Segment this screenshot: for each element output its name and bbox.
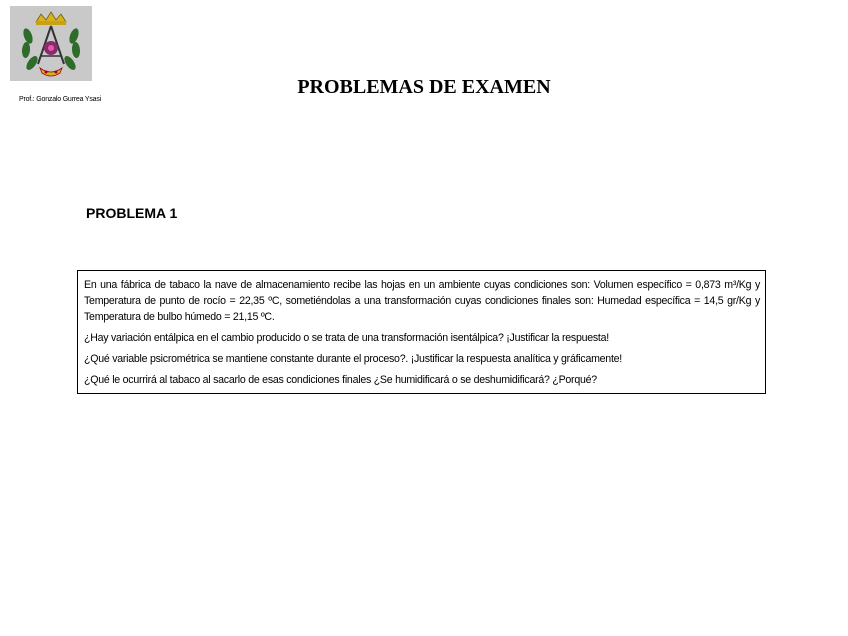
university-crest-icon xyxy=(10,6,92,81)
university-crest-logo xyxy=(10,6,92,81)
problem-statement-box xyxy=(77,270,766,394)
author-name: Prof.: Gonzalo Gurrea Ysasi xyxy=(19,96,102,103)
page-title: PROBLEMAS DE EXAMEN xyxy=(297,76,551,98)
question-2: ¿Qué variable psicrométrica se mantiene constante durante el proceso?. ¡Justificar la respuesta analítica y gráficamente! xyxy=(84,353,622,365)
question-1: ¿Hay variación entálpica en el cambio producido o se trata de una transformación isentálpica? ¡Justificar la respuesta! xyxy=(84,332,609,344)
problem-statement: En una fábrica de tabaco la nave de almacenamiento recibe las hojas en un ambiente cuyas condiciones son: Volumen específico = 0,873 m³/Kg y Temperatura de punto de rocío = 22,35 ºC, sometiéndolas a una transformación cuyas condiciones finales son: Humedad específica = 14,5 gr/Kg y Temperatura de bulbo húmedo = 21,15 ºC. xyxy=(84,279,760,323)
problem-heading: PROBLEMA 1 xyxy=(86,205,178,221)
question-3: ¿Qué le ocurrirá al tabaco al sacarlo de esas condiciones finales ¿Se humidificará o se deshumidificará? ¿Porqué? xyxy=(84,374,597,386)
